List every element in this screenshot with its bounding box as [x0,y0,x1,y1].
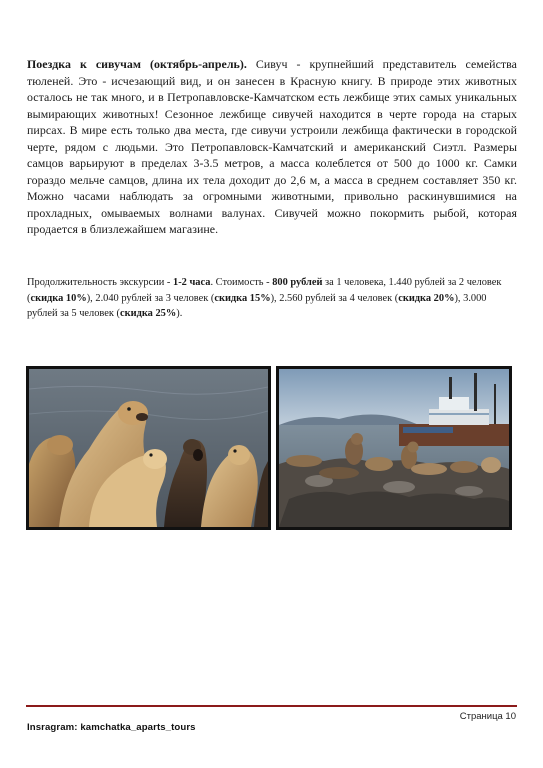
sea-lions-rookery-photo [276,366,512,530]
price-text-1: за 1 человека, 1.440 рублей за 2 человек ( [27,277,502,304]
main-body-text: Сивуч - крупнейший представитель семейства тюленей. Это - исчезающий вид, и он занесен в Красную книгу. В природе этих животных осталось не так много, и в Петропавловске-Камчатском есть лежбище этих самых уникальных вымирающих животных! Сезонное лежбище сивучей находится в черте города на старых пирсах. В мире есть только два места, где сивучи устроили лежбища фактически в городской черте, рядом с людьми. Это Петропавловск-Камчатский и американский Сиэтл. Размеры самцов варьируют в пределах 3-3.5 метров, а масса колеблется от 500 до 1000 кг. Самки гораздо мельче самцов, длина их тела доходит до 2,6 м, а масса в среднем составляет 350 кг. Можно часами наблюдать за огромными животными, привольно раскинувшимися на прохладных, омываемых волнами валунах. Сивучей можно покормить рыбой, которая продается в близлежайшем магазине. [27,57,517,236]
cost-label: . Стоимость - [210,277,273,288]
cost-value: 800 рублей [272,277,323,288]
price-text-5: ). [176,308,183,320]
section-heading: Поездка к сивучам (октябрь-апрель). [27,57,247,71]
tour-info-paragraph [27,275,519,322]
discount-1: скидка 10% [30,292,87,304]
price-text-3: ), 2.560 рублей за 4 человек ( [270,292,399,304]
sea-lions-closeup-photo [26,366,271,530]
price-text-2: ), 2.040 рублей за 3 человек ( [86,292,215,304]
price-text-4: ), 3.000 рублей за 5 человек ( [27,292,487,320]
instagram-handle: Insragram: kamchatka_aparts_tours [27,722,196,733]
page-number: Страница 10 [459,711,516,722]
main-paragraph [27,56,517,238]
discount-2: скидка 15% [214,292,271,304]
discount-3: скидка 20% [398,292,455,304]
duration-value: 1-2 часа [173,277,211,288]
footer-divider [26,705,517,707]
discount-4: скидка 25% [120,308,177,320]
duration-label: Продолжительность экскурсии - [27,277,173,288]
